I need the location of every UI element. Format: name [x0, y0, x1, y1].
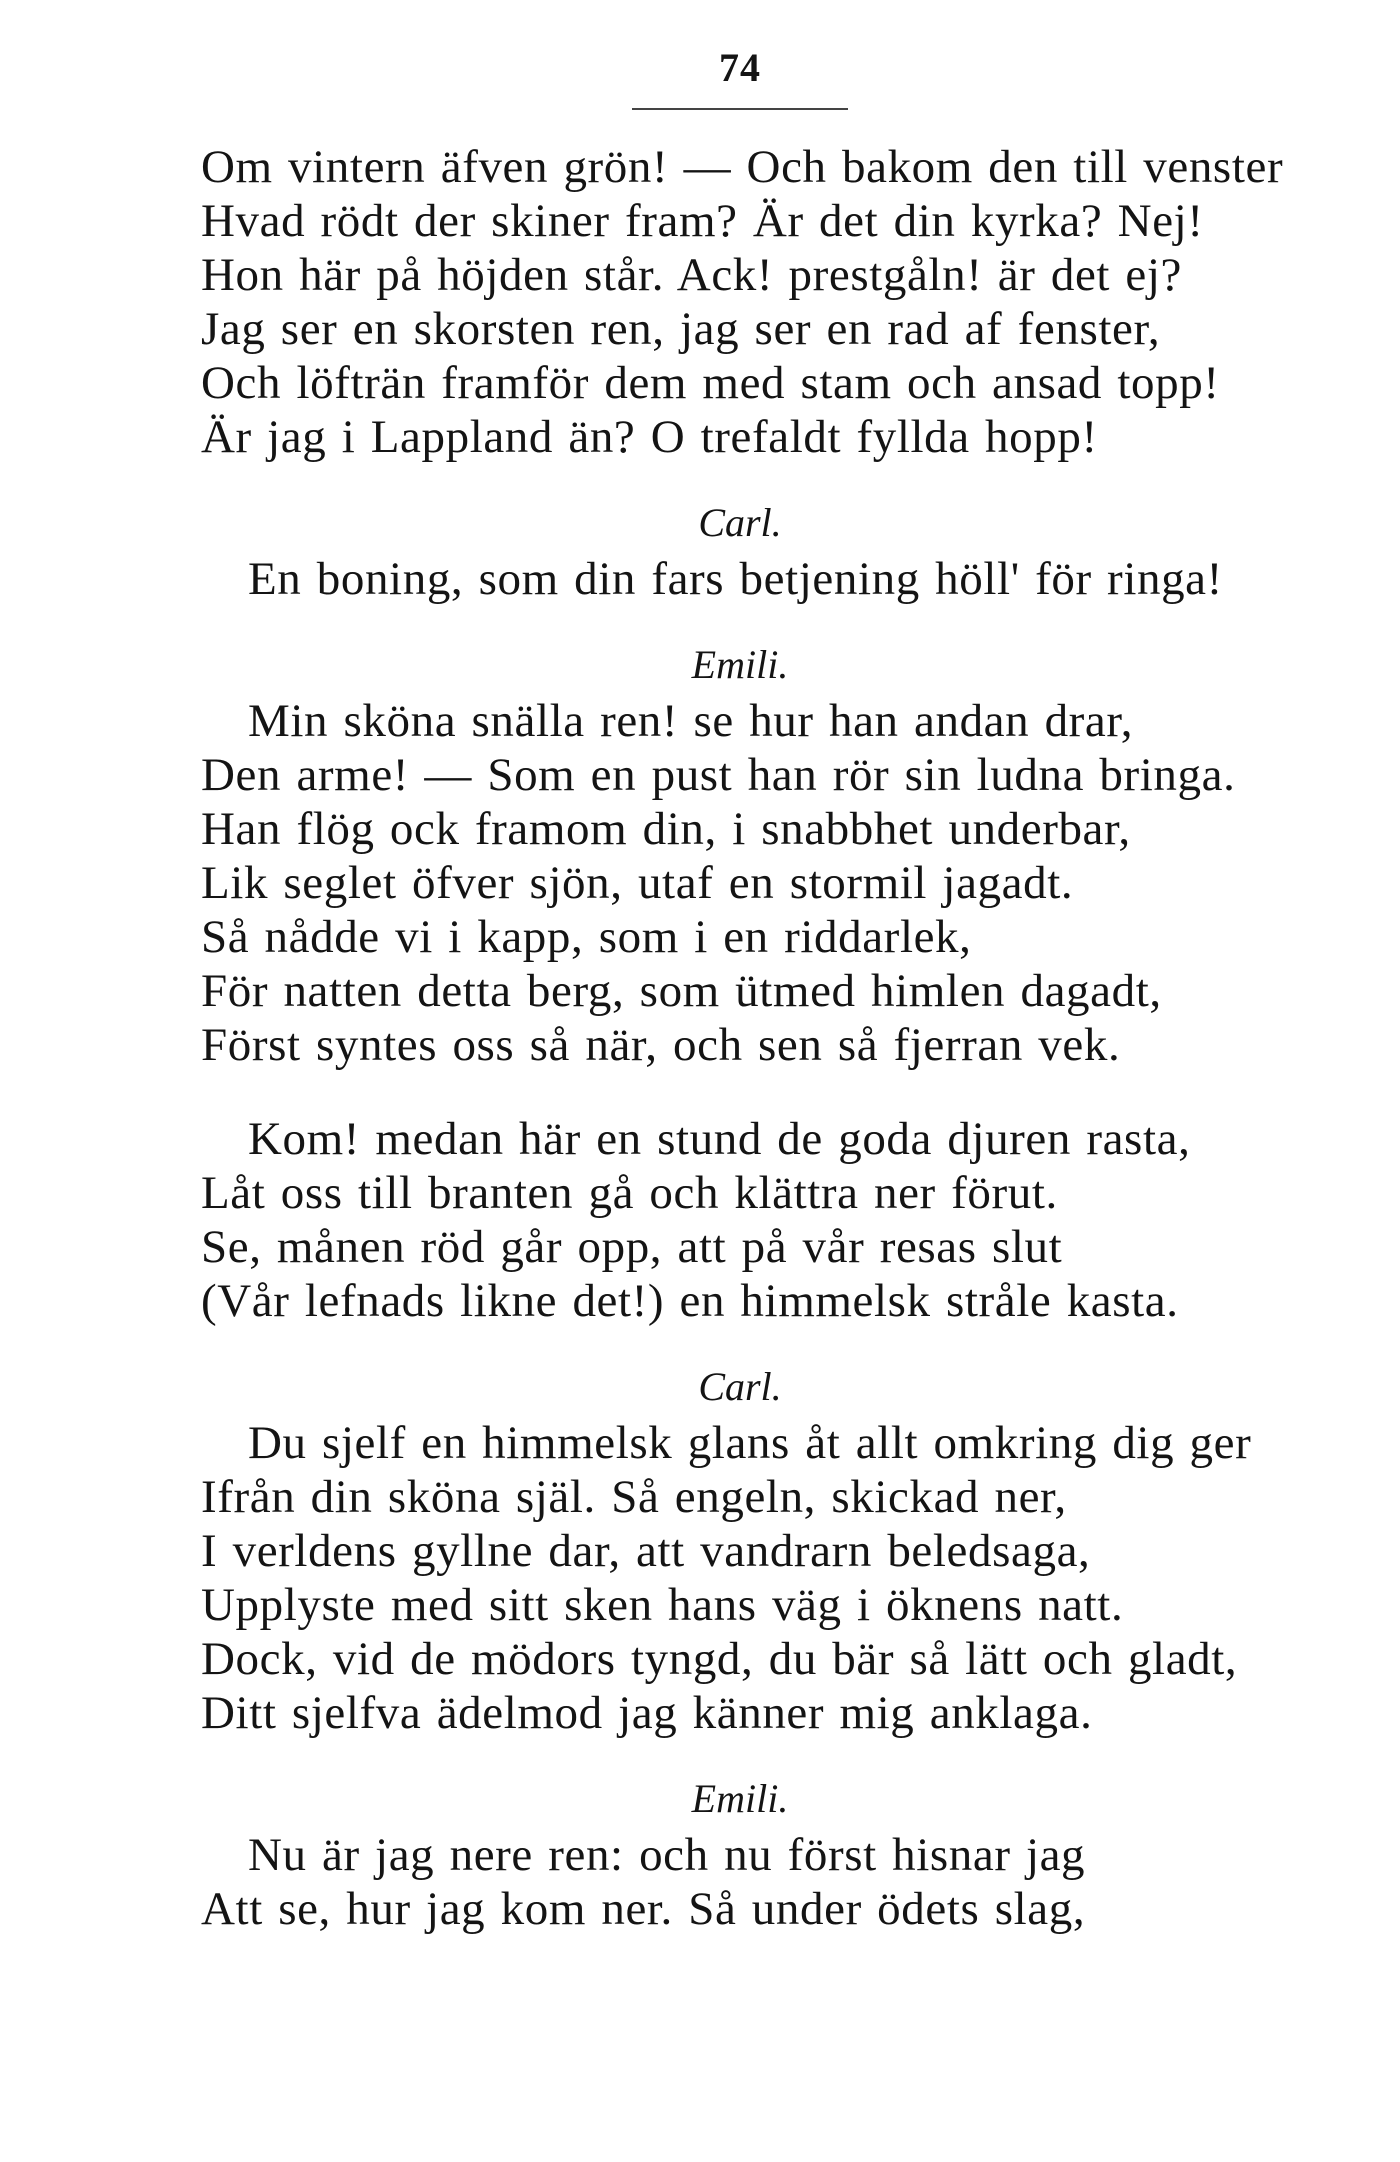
verse-line: Lik seglet öfver sjön, utaf en stormil jagadt.: [201, 857, 1074, 909]
verse-line: Låt oss till branten gå och klättra ner förut.: [201, 1167, 1058, 1219]
speaker-name: Carl.: [698, 1364, 782, 1409]
verse-line: Min sköna snälla ren! se hur han andan drar,: [248, 695, 1134, 747]
verse-line: I verldens gyllne dar, att vandrarn beledsaga,: [201, 1525, 1091, 1577]
verse-line: Jag ser en skorsten ren, jag ser en rad af fenster,: [201, 303, 1161, 355]
verse-line: En boning, som din fars betjening höll' för ringa!: [248, 553, 1223, 605]
verse-line: Hvad rödt der skiner fram? Är det din kyrka? Nej!: [201, 195, 1204, 247]
speaker-name: Emili.: [691, 642, 789, 687]
verse-line: Först syntes oss så när, och sen så fjerran vek.: [201, 1019, 1121, 1071]
speaker-name: Carl.: [698, 500, 782, 545]
verse-line: Se, månen röd går opp, att på vår resas slut: [201, 1221, 1063, 1273]
header-rule: [632, 108, 848, 110]
verse-line: Dock, vid de mödors tyngd, du bär så lätt och gladt,: [201, 1633, 1238, 1685]
verse-line: Kom! medan här en stund de goda djuren rasta,: [248, 1113, 1191, 1165]
verse-line: Upplyste med sitt sken hans väg i öknens natt.: [201, 1579, 1124, 1631]
page-number: 74: [719, 45, 761, 90]
verse-line: Ditt sjelfva ädelmod jag känner mig anklaga.: [201, 1687, 1093, 1739]
verse-line: Hon här på höjden står. Ack! prestgåln! är det ej?: [201, 249, 1183, 301]
verse-line: Så nådde vi i kapp, som i en riddarlek,: [201, 911, 972, 963]
verse-line: Nu är jag nere ren: och nu först hisnar jag: [248, 1829, 1086, 1881]
verse-line: Den arme! — Som en pust han rör sin ludna bringa.: [201, 749, 1236, 801]
verse-line: (Vår lefnads likne det!) en himmelsk stråle kasta.: [201, 1275, 1179, 1327]
speaker-name: Emili.: [691, 1776, 789, 1821]
verse-line: Du sjelf en himmelsk glans åt allt omkring dig ger: [248, 1417, 1252, 1469]
verse-line: Ifrån din sköna själ. Så engeln, skickad ner,: [201, 1471, 1067, 1523]
verse-line: Om vintern äfven grön! — Och bakom den till venster: [201, 141, 1284, 193]
verse-line: För natten detta berg, som ütmed himlen dagadt,: [201, 965, 1162, 1017]
verse-line: Är jag i Lappland än? O trefaldt fyllda hopp!: [201, 411, 1098, 463]
verse-line: Och löfträn framför dem med stam och ansad topp!: [201, 357, 1220, 409]
poem-text: [0, 140, 1400, 1936]
verse-line: Han flög ock framom din, i snabbhet underbar,: [201, 803, 1131, 855]
verse-line: Att se, hur jag kom ner. Så under ödets slag,: [201, 1883, 1086, 1935]
